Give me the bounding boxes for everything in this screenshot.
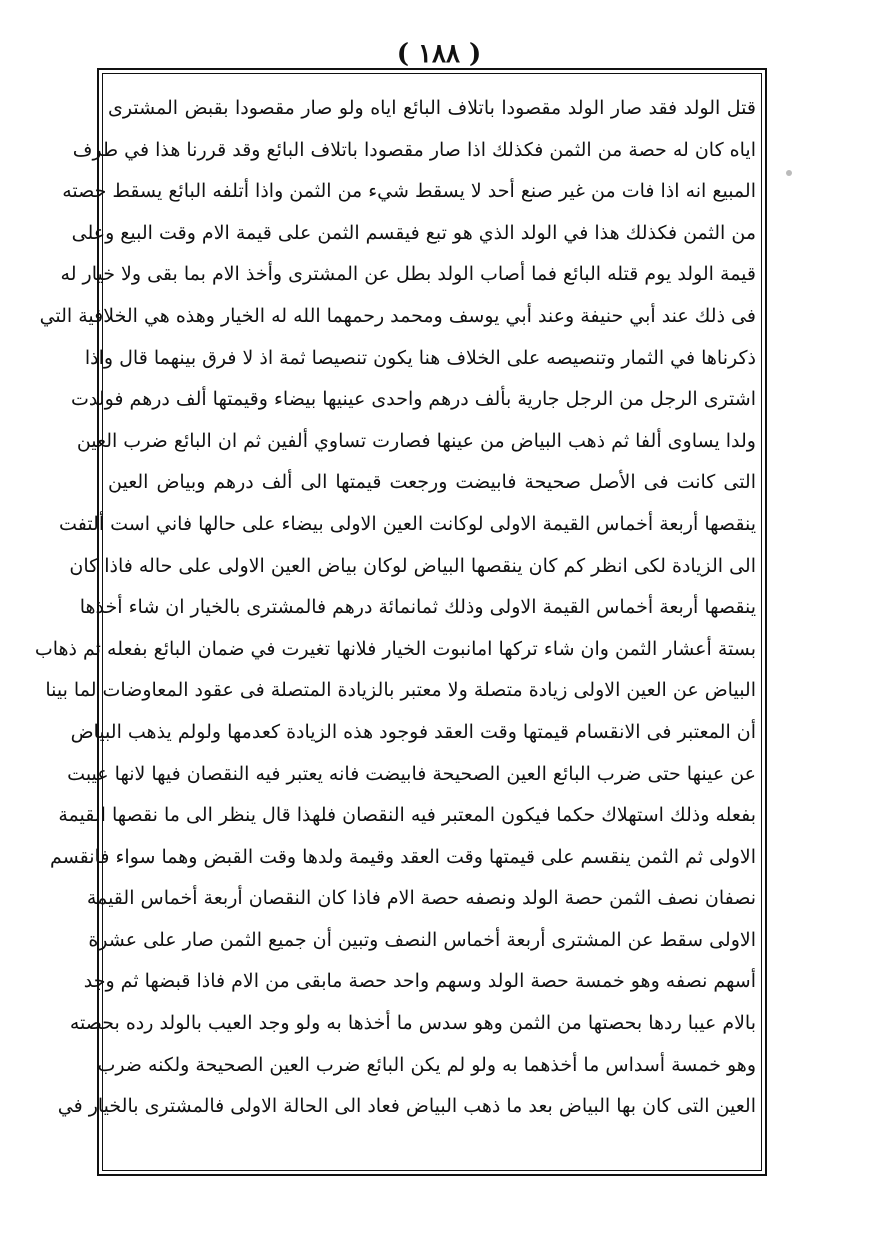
text-line: الى الزيادة لكى انظر كم كان ينقصها البياض لوكان بياض العين الاولى على حاله فاذا كان [69,554,756,577]
text-line: التى كانت فى الأصل صحيحة فابيضت ورجعت قيمتها الى ألف درهم وبياض العين [108,471,756,494]
text-line: بالام عيبا ردها بحصتها من الثمن وهو سدس ما أخذها به ولو وجد العيب بالولد رده بحصته [69,1012,756,1035]
text-line: البياض عن العين الاولى زيادة متصلة ولا معتبر بالزيادة المتصلة فى عقود المعاوضات لما بينا [45,679,756,702]
text-line: من الثمن فكذلك هذا في الولد الذي هو تبع فيقسم الثمن على قيمة الام وقت البيع وعلى [71,221,756,244]
text-line: اياه كان له حصة من الثمن فكذلك اذا صار مقصودا باتلاف البائع وقد قررنا هذا في طرف [72,138,756,161]
text-line: ينقصها أربعة أخماس القيمة الاولى وذلك ثمانمائة درهم فالمشترى بالخيار ان شاء أخذها [79,596,756,619]
text-line: قتل الولد فقد صار الولد مقصودا باتلاف البائع اياه ولو صار مقصودا بقبض المشترى [108,97,756,119]
text-line: فى ذلك عند أبي حنيفة وعند أبي يوسف ومحمد رحمهما الله له الخيار وهذه هي الخلافية التي [39,304,756,327]
text-line: الاولى ثم الثمن ينقسم على قيمتها وقت العقد وقيمة ولدها وقت القبض وهما سواء فانقسم [50,845,756,868]
document-body [34,88,756,1128]
text-line: الاولى سقط عن المشترى أربعة أخماس النصف وتبين أن جميع الثمن صار على عشرة [88,928,756,951]
text-line: أن المعتبر فى الانقسام قيمتها وقت العقد فوجود هذه الزيادة كعدمها ولولم يذهب البياض [70,720,756,743]
margin-dot-mark [786,170,792,176]
text-line: نصفان نصف الثمن حصة الولد ونصفه حصة الام فاذا كان النقصان أربعة أخماس القيمة [86,887,756,910]
text-line: عن عينها حتى ضرب البائع العين الصحيحة فابيضت فانه يعتبر فيه النقصان فيها لانها عيبت [67,762,756,785]
text-line: المبيع انه اذا فات من غير صنع أحد لا يسقط شيء من الثمن واذا أتلفه البائع يسقط حصته [62,180,756,203]
text-line: العين التى كان بها البياض بعد ما ذهب البياض فعاد الى الحالة الاولى فالمشترى بالخيار في [57,1095,756,1118]
text-line: وهو خمسة أسداس ما أخذهما به ولو لم يكن البائع ضرب العين الصحيحة ولكنه ضرب [97,1053,756,1076]
text-line: ينقصها أربعة أخماس القيمة الاولى لوكانت العين الاولى بيضاء على حالها فاني است ألتفت [59,512,756,535]
text-line: بفعله وذلك استهلاك حكما فيكون المعتبر فيه النقصان فلهذا قال ينظر الى ما نقصها القيمة [58,804,756,827]
text-line: أسهم نصفه وهو خمسة حصة الولد وسهم واحد حصة مابقى من الام فاذا قبضها ثم وجد [83,970,756,993]
page-number: ( ١٨٨ ) [396,39,482,69]
text-line: ولدا يساوى ألفا ثم ذهب البياض من عينها فصارت تساوي ألفين ثم ان البائع ضرب العين [76,429,756,452]
text-line: قيمة الولد يوم قتله البائع فما أصاب الولد بطل عن المشترى وأخذ الام بما بقى ولا خيار له [60,263,756,286]
text-line: بستة أعشار الثمن وان شاء تركها امانبوت الخيار فلانها تغيرت في ضمان البائع بفعله ثم ذهاب [34,637,756,660]
text-line: اشترى الرجل من الرجل جارية بألف درهم واحدى عينيها بيضاء وقيمتها ألف درهم فولدت [70,388,756,411]
text-line: ذكرناها في الثمار وتنصيصه على الخلاف هنا يكون تنصيصا ثمة اذ لا فرق بينهما قال واذا [84,346,756,369]
